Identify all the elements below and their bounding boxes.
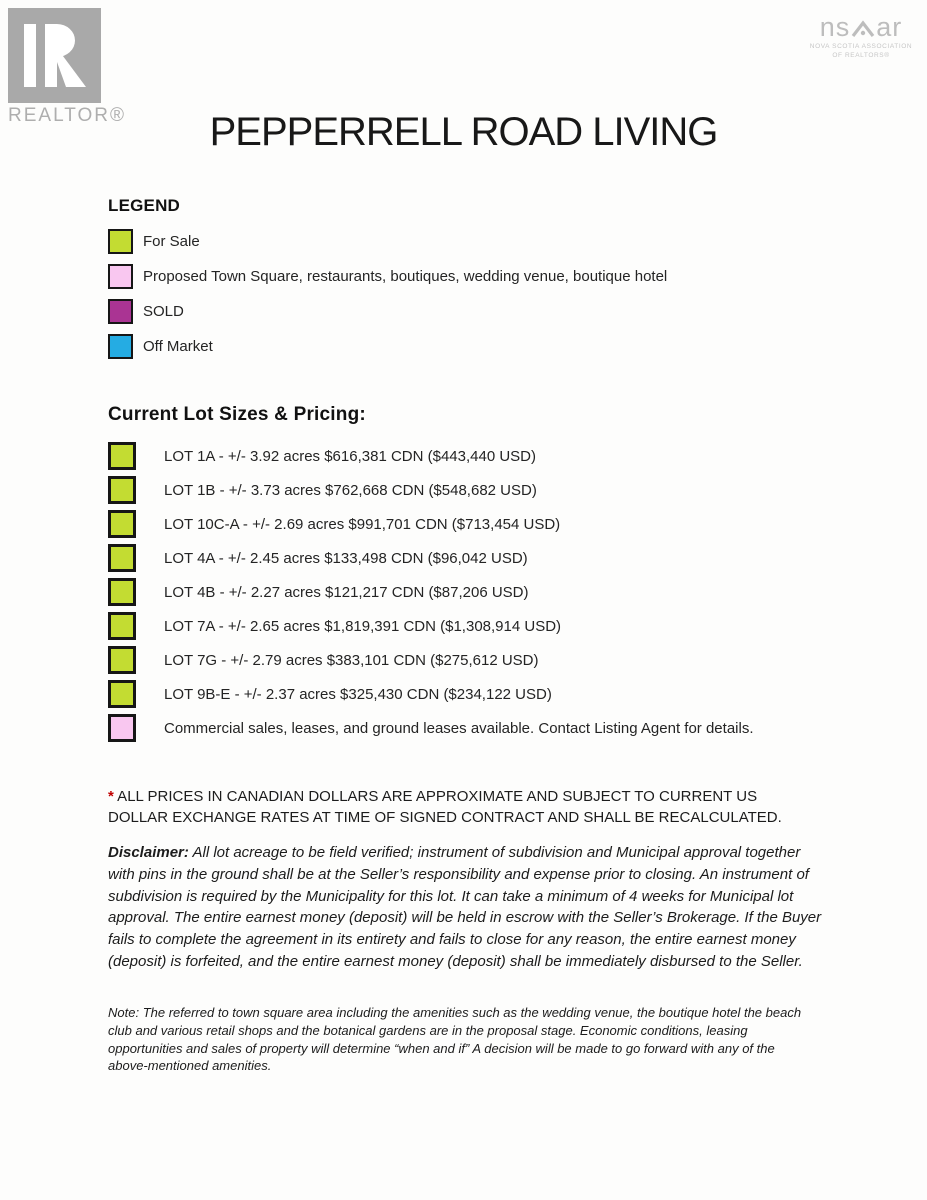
pricing-item-commercial: [108, 714, 754, 742]
pricing-item-lot-4b: [108, 578, 754, 606]
legend-item-label: Off Market: [143, 338, 213, 355]
price-disclaimer-paragraph: [108, 786, 798, 828]
pricing-item-lot-7a: [108, 612, 754, 640]
commercial-swatch: [108, 714, 136, 742]
lot-label: LOT 4A - +/- 2.45 acres $133,498 CDN ($96,042 USD): [164, 549, 528, 567]
disclaimer-label: Disclaimer:: [108, 844, 189, 861]
red-asterisk: *: [108, 788, 114, 805]
lot-label: LOT 7A - +/- 2.65 acres $1,819,391 CDN ($1,308,914 USD): [164, 617, 562, 635]
commercial-label: Commercial sales, leases, and ground leases available. Contact Listing Agent for details.: [164, 719, 754, 737]
lot-swatch: [108, 442, 136, 470]
lot-label: LOT 1A - +/- 3.92 acres $616,381 CDN ($443,440 USD): [164, 447, 537, 465]
lot-label: LOT 7G - +/- 2.79 acres $383,101 CDN ($275,612 USD): [164, 651, 539, 669]
pricing-item-lot-9b-e: [108, 680, 754, 708]
nsar-ar-text: ar: [876, 12, 903, 42]
legend-list: [108, 229, 667, 369]
nsar-subtext-line2: OF REALTORS®: [832, 51, 890, 59]
nsar-subtext: [801, 43, 921, 61]
nsar-subtext-line1: NOVA SCOTIA ASSOCIATION: [809, 43, 913, 50]
pricing-heading: Current Lot Sizes & Pricing:: [108, 404, 366, 425]
lot-label: LOT 1B - +/- 3.73 acres $762,668 CDN ($548,682 USD): [164, 481, 537, 499]
page-title: PEPPERRELL ROAD LIVING: [209, 110, 718, 154]
pricing-list: [108, 442, 754, 748]
note-text: The referred to town square area including the amenities such as the wedding venue, the boutique hotel the beach club and various retail shops and the botanical gardens are in the proposal stage. Economic conditions, leasing opportunities and sales of property will determine “when and if” A decision will be made to go forward with any of the above-mentioned amenities.: [108, 1005, 802, 1074]
lot-swatch: [108, 544, 136, 572]
realtor-r-icon: [8, 8, 108, 103]
disclaimer-paragraph: [108, 842, 828, 973]
legend-item-for-sale: [108, 229, 667, 254]
lot-swatch: [108, 612, 136, 640]
lot-swatch: [108, 510, 136, 538]
proposed-swatch: [108, 264, 133, 289]
price-disclaimer-text: ALL PRICES IN CANADIAN DOLLARS ARE APPROXIMATE AND SUBJECT TO CURRENT US DOLLAR EXCHANGE RATES AT TIME OF SIGNED CONTRACT AND SHALL BE RECALCULATED.: [108, 788, 782, 826]
disclaimer-text: All lot acreage to be field verified; instrument of subdivision and Municipal approval together with pins in the ground shall be at the Seller’s responsibility and expense prior to closing. An instrument of subdivision is required by the Municipality for this lot. It can take a minimum of 4 weeks for Municipal lot approval. The entire earnest money (deposit) will be held in escrow with the Seller’s Brokerage. If the Buyer fails to complete the agreement in its entirety and fails to close for any reason, the entire earnest money (deposit) is forfeited, and the entire earnest money (deposit) shall be immediately disbursed to the Seller.: [108, 844, 822, 970]
pricing-item-lot-7g: [108, 646, 754, 674]
lot-swatch: [108, 578, 136, 606]
legend-heading: LEGEND: [108, 196, 181, 215]
legend-item-proposed-town-square: [108, 264, 667, 289]
nsar-ns-text: ns: [819, 12, 851, 42]
lot-swatch: [108, 476, 136, 504]
pricing-item-lot-1a: [108, 442, 754, 470]
sold-swatch: [108, 299, 133, 324]
pricing-item-lot-4a: [108, 544, 754, 572]
legend-item-label: SOLD: [143, 303, 184, 320]
lot-label: LOT 9B-E - +/- 2.37 acres $325,430 CDN ($234,122 USD): [164, 685, 552, 703]
lot-swatch: [108, 646, 136, 674]
legend-item-label: Proposed Town Square, restaurants, boutiques, wedding venue, boutique hotel: [143, 268, 668, 285]
pricing-item-lot-1b: [108, 476, 754, 504]
note-label: Note:: [108, 1005, 140, 1020]
nsar-logo: [801, 14, 921, 61]
lot-label: LOT 10C-A - +/- 2.69 acres $991,701 CDN ($713,454 USD): [164, 515, 561, 533]
legend-item-sold: [108, 299, 667, 324]
house-roof-icon: [851, 16, 875, 43]
realtor-wordmark: REALTOR®: [8, 105, 126, 126]
nsar-wordmark: [801, 14, 921, 41]
legend-item-off-market: [108, 334, 667, 359]
note-paragraph: [108, 1004, 814, 1075]
pricing-item-lot-10c-a: [108, 510, 754, 538]
legend-item-label: For Sale: [143, 233, 200, 250]
lot-swatch: [108, 680, 136, 708]
off-market-swatch: [108, 334, 133, 359]
lot-label: LOT 4B - +/- 2.27 acres $121,217 CDN ($87,206 USD): [164, 583, 529, 601]
for-sale-swatch: [108, 229, 133, 254]
